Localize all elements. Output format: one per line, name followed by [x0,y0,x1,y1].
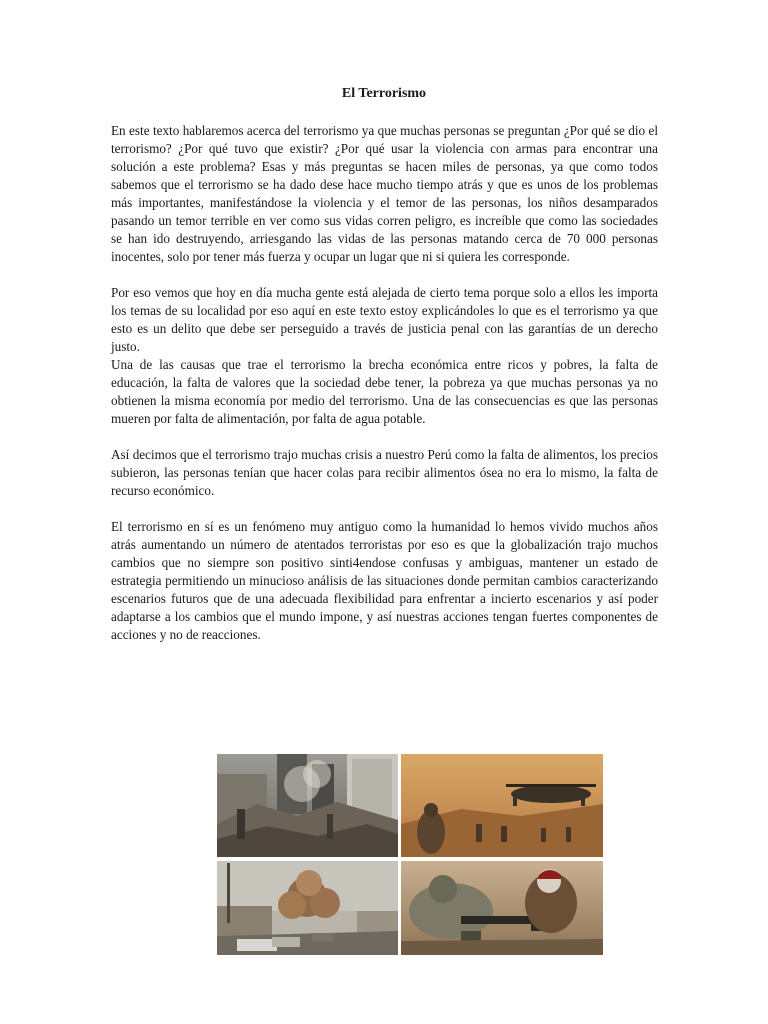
soldiers-photo [401,861,603,955]
paragraph-why-explain: Por eso vemos que hoy en día mucha gente está alejada de cierto tema porque solo a ellos les importa los temas de su localidad por eso aquí en este texto estoy explicándoles lo que es el terrorismo ya que esto es un delito que debe ser perseguido a través de justicia penal con las garantías de un derecho justo. [111,285,658,354]
ruins-photo [217,754,398,857]
paragraph-peru-crisis: Así decimos que el terrorismo trajo muchas crisis a nuestro Perú como la falta de alimentos, los precios subieron, las personas tenían que hacer colas para recibir alimentos ósea no era lo mismo, la falta de recurso económico. [111,447,658,498]
document-title: El Terrorismo [341,86,427,101]
photo-collage [217,754,603,955]
paragraph-causes: Una de las causas que trae el terrorismo la brecha económica entre ricos y pobres, la falta de educación, la falta de valores que la sociedad debe tener, la pobreza ya que muchas personas ya no obtienen la misma economía por medio del terrorismo. Una de las consecuencias es que las personas mueren por falta de alimentación, por falta de agua potable. [111,357,658,426]
helicopter-desert-photo [401,754,603,857]
paragraph-globalization: El terrorismo en sí es un fenómeno muy antiguo como la humanidad lo hemos vivido muchos años atrás aumentando un número de atentados terroristas por eso es que la globalización trajo muchos cambios que no siempre son positivo sinti4endose confusas y ambiguas, mantener un estado de estrategia permitiendo un minucioso análisis de las situaciones donde permitan cambios caracterizando escenarios futuros que de una adecuada flexibilidad para enfrentar a incierto escenarios y así poder adaptarse a los cambios que el mundo impone, y así nuestras acciones tengan fuertes componentes de acciones y no de reacciones. [111,519,658,642]
document-body [111,122,658,662]
paragraph-intro: En este texto hablaremos acerca del terrorismo ya que muchas personas se preguntan ¿Por qué se dio el terrorismo? ¿Por qué tuvo que existir? ¿Por qué usar la violencia con armas para encontrar una solución a este problema? Esas y más preguntas se hacen miles de personas, ya que como todos sabemos que el terrorismo se ha dado dese hace mucho tiempo atrás y que es unos de los problemas más importantes, manifestándose la violencia y el temor de las personas, los niños desamparados pasando un temor terrible en ver como sus vidas corren peligro, es increíble que como las sociedades se han ido destruyendo, arriesgando las vidas de las personas matando cerca de 70 000 personas inocentes, solo por tener más fuerza y ocupar un lugar que ni si quiera les corresponde. [111,123,658,264]
explosion-photo [217,861,398,955]
